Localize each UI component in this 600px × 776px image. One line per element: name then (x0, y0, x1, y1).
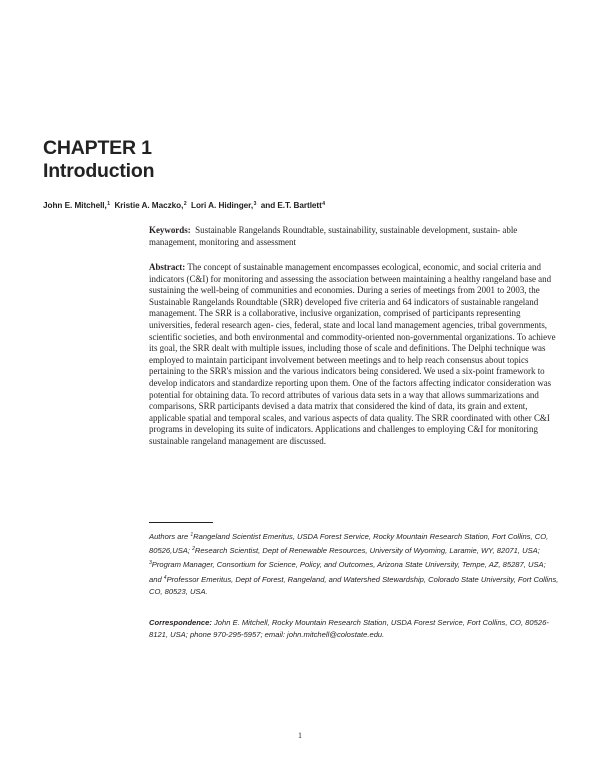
affiliation-text: Rangeland Scientist Emeritus, USDA Forest Service, Rocky Mountain Research Station, Fort Collins, CO, 80526,USA; (149, 532, 549, 556)
chapter-title: Introduction (43, 160, 155, 182)
keywords-section (149, 225, 556, 248)
abstract-text: The concept of sustainable management encompasses ecological, economic, and social criteria and indicators (C&I) for monitoring and assessing the association between maintaining a healthy rangeland base and sustaining the well-being of communities and economies. During a series of meetings from 2001 to 2003, the Sustainable Rangelands Roundtable (SRR) developed five criteria and 64 indicators of sustainable rangeland management. The SRR is a collaborative, inclusive organization, comprised of participants representing universities, federal research agen- cies, federal, state and local land management agencies, tribal governments, scientific societies, and both environmental and commodity-oriented non-governmental organizations. To achieve its goal, the SRR dealt with multiple issues, including those of scale and definitions. The Delphi technique was employed to maintain participant involvement between meetings and to help reach consensus about topics pertaining to the SRR's mission and the various indicators being considered. We used a six-point framework to develop indicators and standardize reporting upon them. One of the factors affecting indicator consideration was potential for obtaining data. To record attributes of various data sets in a way that allows summarizations and comparisons, SRR participants devised a data matrix that considered the kind of data, its grain and extent, applicable spatial and temporal scales, and various aspects of data quality. The SRR coordinated with other C&I programs in developing its suite of indicators. Applications and challenges to employing C&I for monitoring sustainable rangeland management are discussed. (149, 262, 556, 446)
affiliation-mark: 2 (192, 546, 195, 553)
chapter-label: CHAPTER 1 (43, 137, 152, 159)
abstract-label: Abstract: (149, 262, 186, 272)
author-affiliations (149, 529, 559, 598)
keywords-text: Sustainable Rangelands Roundtable, sustainability, sustainable development, sustain- able management, monitoring and assessment (149, 225, 518, 247)
author-name: and E.T. Bartlett (260, 201, 322, 210)
abstract-section (149, 262, 556, 448)
author-name: Lori A. Hidinger, (191, 201, 254, 210)
page-number: 1 (298, 731, 302, 740)
author-affiliation-mark: 2 (183, 201, 187, 207)
affiliation-mark: 4 (163, 574, 167, 581)
correspondence-text: John E. Mitchell, Rocky Mountain Research Station, USDA Forest Service, Fort Collins, CO, 80526-8121, USA; phone 970-295-5957; email: john.mitchell@colostate.edu. (149, 618, 549, 640)
correspondence-label: Correspondence: (149, 618, 212, 627)
author-affiliation-mark: 3 (253, 201, 257, 207)
correspondence-note (149, 617, 559, 641)
author-affiliation-mark: 1 (107, 201, 110, 207)
author-list (43, 201, 563, 210)
affiliation-text: Research Scientist, Dept of Renewable Resources, University of Wyoming, Laramie, WY, 82071, USA; (194, 546, 540, 556)
author-name: John E. Mitchell, (43, 201, 107, 210)
author-affiliation-mark: 4 (322, 201, 326, 207)
affiliation-mark: 3 (149, 560, 152, 567)
affiliation-mark: 1 (190, 532, 194, 538)
affiliation-text: Program Manager, Consortium for Science, Policy, and Outcomes, Arizona State University, Tempe, AZ, 85287, USA; and (149, 560, 546, 584)
author-name: Kristie A. Maczko, (114, 201, 184, 210)
affiliation-text: Professor Emeritus, Dept of Forest, Rangeland, and Watershed Stewardship, Colorado State University, Fort Collins, CO, 80523, USA. (149, 574, 559, 596)
footnote-divider (149, 522, 213, 523)
keywords-label: Keywords: (149, 225, 191, 235)
affiliations-intro: Authors are (149, 532, 191, 541)
